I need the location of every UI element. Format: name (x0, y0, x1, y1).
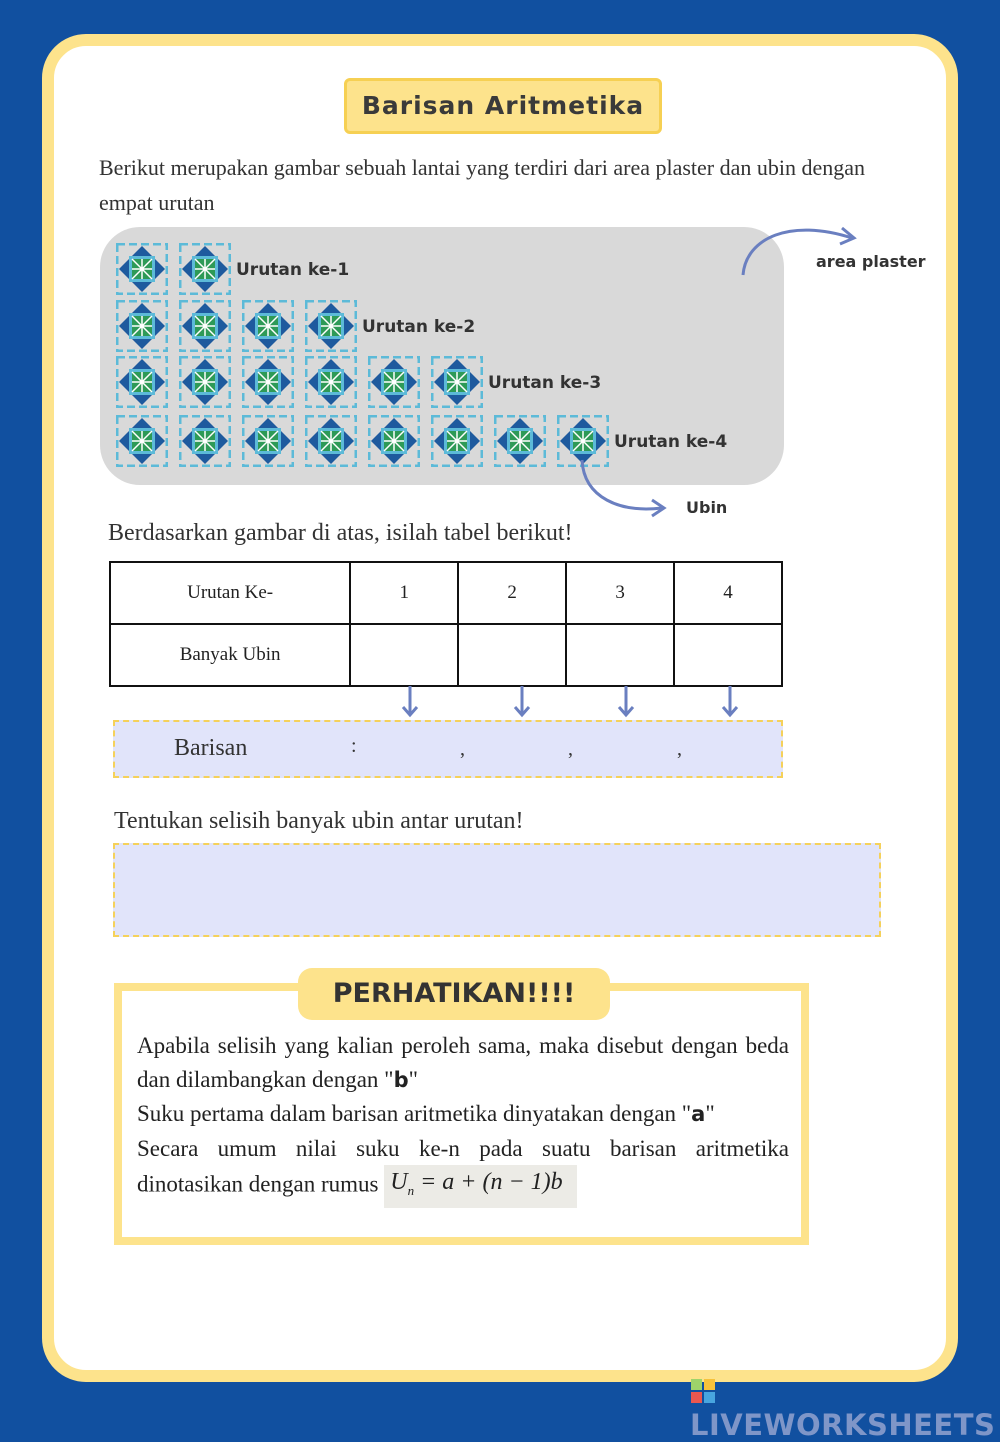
liveworksheets-logo-icon (690, 1378, 716, 1404)
tile-count-input-1[interactable] (350, 624, 458, 686)
sequence-separator: , (677, 738, 682, 760)
floor-tile-icon (179, 300, 231, 352)
plaster-label: area plaster (816, 252, 926, 271)
row-label-urutan-2: Urutan ke-2 (362, 317, 476, 337)
floor-tile-icon (242, 300, 294, 352)
note-text-part: Apabila selisih yang kalian peroleh sama, maka disebut dengan beda dan dilambangkan dengan " (137, 1033, 789, 1092)
note-symbol-a: a (691, 1102, 706, 1126)
note-symbol-b: b (393, 1067, 409, 1092)
formula-subscript: n (407, 1182, 415, 1198)
table-instruction: Berdasarkan gambar di atas, isilah tabel berikut! (108, 520, 573, 546)
down-arrows-icon (395, 686, 745, 720)
table-column-3: 3 (566, 562, 674, 624)
floor-tile-icon (305, 356, 357, 408)
sequence-label: Barisan (174, 735, 248, 761)
watermark-text: LIVEWORKSHEETS (690, 1408, 996, 1442)
floor-tile-icon (116, 356, 168, 408)
sequence-separator: , (460, 738, 465, 760)
floor-tile-icon (179, 415, 231, 467)
floor-tile-icon (494, 415, 546, 467)
table-column-1: 1 (350, 562, 458, 624)
floor-tile-icon (431, 415, 483, 467)
note-line-rumus (137, 1132, 789, 1208)
note-text-part: Secara umum nilai suku ke-n pada suatu barisan aritmetika dinotasikan dengan rumus (137, 1135, 789, 1197)
floor-tile-icon (242, 356, 294, 408)
tile-count-input-4[interactable] (674, 624, 782, 686)
table-header-label: Urutan Ke- (110, 562, 350, 624)
tile-count-input-2[interactable] (458, 624, 566, 686)
tile-label: Ubin (686, 498, 728, 517)
note-heading: PERHATIKAN!!!! (298, 968, 610, 1020)
tile-table (109, 561, 783, 687)
tile-arrow-icon (570, 458, 680, 523)
row-label-urutan-3: Urutan ke-3 (488, 373, 602, 393)
sequence-separator: , (568, 738, 573, 760)
note-line-suku-pertama (137, 1097, 789, 1132)
formula-rhs: = a + (n − 1)b (420, 1169, 563, 1195)
note-text-part: Suku pertama dalam barisan aritmetika dinyatakan dengan " (137, 1101, 692, 1126)
page-title: Barisan Aritmetika (344, 78, 662, 134)
sequence-colon: : (351, 735, 357, 757)
formula-lhs: U (390, 1169, 408, 1195)
formula (384, 1165, 576, 1208)
floor-tile-icon (242, 415, 294, 467)
tile-count-input-3[interactable] (566, 624, 674, 686)
table-column-4: 4 (674, 562, 782, 624)
note-line-beda (137, 1029, 789, 1097)
floor-tile-icon (305, 415, 357, 467)
floor-tile-icon (116, 243, 168, 295)
floor-tile-icon (368, 415, 420, 467)
table-row (110, 562, 782, 624)
watermark (690, 1374, 1000, 1442)
floor-tile-icon (116, 415, 168, 467)
floor-tile-icon (116, 300, 168, 352)
floor-tile-icon (431, 356, 483, 408)
floor-tile-icon (179, 243, 231, 295)
floor-tile-icon (305, 300, 357, 352)
row-label-urutan-4: Urutan ke-4 (614, 432, 728, 452)
table-row-label: Banyak Ubin (110, 624, 350, 686)
note-text-part: " (408, 1066, 418, 1092)
difference-answer-box[interactable] (113, 843, 881, 937)
floor-tile-icon (368, 356, 420, 408)
table-column-2: 2 (458, 562, 566, 624)
floor-tile-icon (179, 356, 231, 408)
difference-question: Tentukan selisih banyak ubin antar urutan! (114, 808, 524, 834)
note-text-part: " (705, 1101, 715, 1126)
row-label-urutan-1: Urutan ke-1 (236, 260, 350, 280)
note-text (137, 1029, 789, 1208)
table-row (110, 624, 782, 686)
intro-text: Berikut merupakan gambar sebuah lantai yang terdiri dari area plaster dan ubin dengan empat urutan (99, 155, 866, 215)
